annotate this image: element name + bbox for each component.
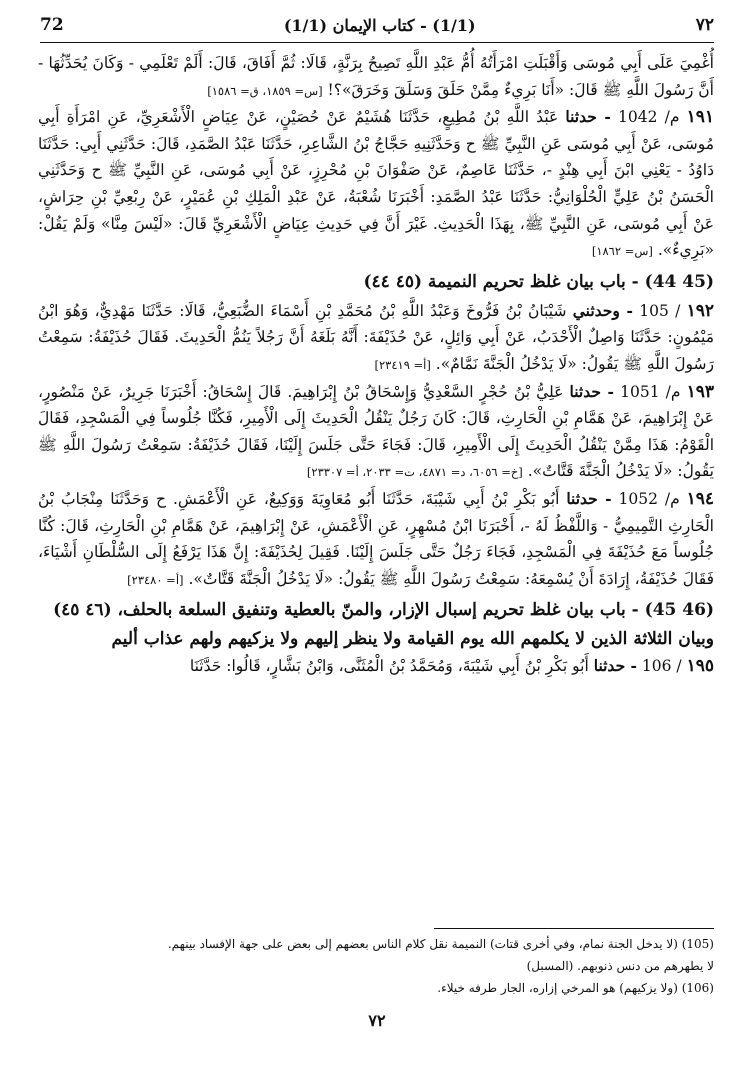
cross-reference: [أ= ٢٣٤١٩] xyxy=(374,357,431,372)
hadith-number: ١٩٣ xyxy=(686,381,715,402)
footnote-105-extra: لا يطهرهم من دنس ذنوبهم. (المسبل) xyxy=(526,959,714,973)
narration-word: - حدثنا xyxy=(593,656,637,676)
narration-word: - حدثنا xyxy=(569,381,614,401)
hadith-code: 105م/ 1 xyxy=(620,382,681,401)
hadith-text: أَبُو بَكْرِ بْنُ أَبِي شَيْبَةَ، وَمُحَمَّدُ بْنُ الْمُثَنَّى، وَابْنُ بَشَّارٍ، قَالُوا: حَدَّثَنَا xyxy=(189,657,589,676)
hadith-number: ١٩٥ xyxy=(686,656,714,677)
hadith-191 xyxy=(38,104,714,265)
hadith-number: ١٩٤ xyxy=(686,488,714,509)
narration-word: - حدثنا xyxy=(566,488,612,508)
cross-reference: [خ= ٦٠٥٦، د= ٤٨٧١، ت= ٢٠٣٣، أ= ٢٣٣٠٧] xyxy=(306,465,523,480)
hadith-text: عَلِيُّ بْنُ حُجْرٍ السَّعْدِيُّ وَإِسْحَاقُ بْنُ إِبْرَاهِيمَ. قَالَ إِسْحَاقُ: أَخْبَرَنَا جَرِيرٌ، عَنْ مَنْصُورٍ، عَنْ إِبْرَاهِيمَ، عَنْ هَمَّامِ بْنِ الْحَارِثِ، قَالَ: كَانَ رَجُلٌ يَنْقُلُ الْحَدِيثَ إِلَى الْأَمِيرِ، فَكُنَّا جُلُوساً فِي الْمَسْجِدِ، فَقَالَ الْقَوْمُ: هَذَا مِمَّنْ يَنْقُلُ الْحَدِيثَ إِلَى الْأَمِيرِ، قَالَ: فَجَاءَ حَتَّى جَلَسَ إِلَيْنَا، فَقَالَ حُذَيْفَةُ: سَمِعْتُ رَسُولَ اللَّهِ ﷺ يَقُولُ: «لَا يَدْخُلُ الْجَنَّةَ قَتَّاتٌ». xyxy=(38,382,714,481)
footer-page-number: ٧٢ xyxy=(368,1011,386,1030)
page-number-arabic: ٧٢ xyxy=(695,15,714,35)
hadith-code: 105 / xyxy=(639,301,681,320)
narration-word: - وحدثني xyxy=(572,300,633,320)
hadith-number: ١٩١ xyxy=(686,107,714,128)
footnote-105 xyxy=(40,934,714,954)
cross-reference: [أ= ٢٣٤٨٠] xyxy=(127,572,184,587)
chapter-heading-45-continued: وبيان الثلاثة الذين لا يكلمهم الله يوم القيامة ولا ينظر إليهم ولا يزكيهم ولهم عذاب أليم xyxy=(111,629,714,650)
header-rule xyxy=(40,42,714,43)
footnote-number: (106) xyxy=(681,981,714,995)
hadith-code: 106 / xyxy=(641,657,682,676)
hadith-text: عَبْدُ اللَّهِ بْنُ مُطِيعٍ، حَدَّثَنَا هُشَيْمٌ عَنْ حُصَيْنٍ، عَنْ عِيَاضٍ الْأَشْعَرِيِّ، عَنِ امْرَأَةِ أَبِي مُوسَى، عَنْ أَبِي مُوسَى عَنِ النَّبِيِّ ﷺ ح وَحَدَّثَنِيهِ حَجَّاجُ بْنُ الشَّاعِرِ، حَدَّثَنَا عَبْدُ الصَّمَدِ، قَالَ: حَدَّثَنِي أَبِي: حَدَّثَنَا دَاوُدُ - يَعْنِي ابْنَ أَبِي هِنْدٍ -، حَدَّثَنَا عَاصِمٌ، عَنْ صَفْوَانَ بْنِ مُحْرِزٍ، عَنْ أَبِي مُوسَى، عَنِ النَّبِيِّ ﷺ ح وَحَدَّثَنِي الْحَسَنُ بْنُ عَلِيٍّ الْحُلْوَانِيُّ: حَدَّثَنَا عَبْدُ الصَّمَدِ: أَخْبَرَنَا شُعْبَةُ، عَنْ عَبْدِ الْمَلِكِ بْنِ عُمَيْرٍ، عَنْ رِبْعِيِّ بْنِ حِرَاشٍ، عَنْ أَبِي مُوسَى، عَنِ النَّبِيِّ ﷺ، بِهَذَا الْحَدِيثِ. غَيْرَ أَنَّ فِي حَدِيثِ عِيَاضٍ الْأَشْعَرِيِّ قَالَ: «لَيْسَ مِنَّا» وَلَمْ يَقُلْ: «بَرِيءٌ». xyxy=(38,108,714,260)
cross-reference: [س= ١٨٦٢] xyxy=(591,244,653,259)
hadith-code: 105م/ 2 xyxy=(618,489,680,508)
cross-reference: [س= ١٨٥٩، ق= ١٥٨٦] xyxy=(207,83,323,98)
footnote-106 xyxy=(40,978,714,998)
hadith-number: ١٩٢ xyxy=(686,300,714,321)
hadith-195 xyxy=(38,653,714,680)
hadith-193 xyxy=(38,379,714,486)
footnote-number: (105) xyxy=(681,937,714,951)
hadith-text: أَبُو بَكْرِ بْنُ أَبِي شَيْبَةَ، حَدَّثَنَا أَبُو مُعَاوِيَةَ وَوَكِيعٌ، عَنِ الْأَعْمَشِ. ح وَحَدَّثَنَا مِنْجَابُ بْنُ الْحَارِثِ التَّمِيمِيُّ - وَاللَّفْظُ لَهُ -، أَخْبَرَنَا ابْنُ مُسْهِرٍ، عَنِ الْأَعْمَشِ، عَنْ إِبْرَاهِيمَ، عَنْ هَمَّامِ بْنِ الْحَارِثِ، قَالَ: كُنَّا جُلُوساً مَعَ حُذَيْفَةَ فِي الْمَسْجِدِ، فَجَاءَ رَجُلٌ حَتَّى جَلَسَ إِلَيْنَا. فَقِيلَ لِحُذَيْفَةَ: إِنَّ هَذَا يَرْفَعُ إِلَى السُّلْطَانِ أَشْيَاءَ، فَقَالَ حُذَيْفَةُ، إِرَادَةَ أَنْ يُسْمِعَهُ: سَمِعْتُ رَسُولَ اللَّهِ ﷺ يَقُولُ: «لَا يَدْخُلُ الْجَنَّةَ قَتَّاتٌ». xyxy=(38,489,714,588)
page-number-latin: 72 xyxy=(40,15,64,35)
chapter-heading-45: (46 45) - باب بيان غلظ تحريم إسبال الإزار، والمنّ بالعطية وتنفيق السلعة بالحلف، (٤٦ ٤٥) xyxy=(53,600,714,621)
page-header xyxy=(40,10,714,40)
hadith-text: شَيْبَانُ بْنُ فَرُّوخَ وَعَبْدُ اللَّهِ بْنُ مُحَمَّدِ بْنِ أَسْمَاءَ الضُّبَعِيُّ، قَالَا: حَدَّثَنَا مَهْدِيٌّ، وَهُوَ ابْنُ مَيْمُونٍ: حَدَّثَنَا وَاصِلٌ الْأَحْدَبُ، عَنْ أَبِي وَائِلٍ، عَنْ حُذَيْفَةَ: أَنَّهُ بَلَغَهُ أَنَّ رَجُلاً يَنُمُّ الْحَدِيثَ. فَقَالَ حُذَيْفَةُ: سَمِعْتُ رَسُولَ اللَّهِ ﷺ يَقُولُ: «لَا يَدْخُلُ الْجَنَّةَ نَمَّامٌ». xyxy=(38,301,714,373)
hadith-194 xyxy=(38,486,714,593)
chapter-heading-44: (45 44) - باب بيان غلظ تحريم النميمة (٤٥ ٤٤) xyxy=(363,271,714,292)
continuation-paragraph: أُغْمِيَ عَلَى أَبِي مُوسَى وَأَقْبَلَتِ امْرَأَتُهُ أُمُّ عَبْدِ اللَّهِ تَصِيحُ بِرَنَّةٍ، قَالَا: ثُمَّ أَفَاقَ، قَالَ: أَلَمْ تَعْلَمِي - وَكَانَ يُحَدِّثُهَا - أَنَّ رَسُولَ اللَّهِ ﷺ قَالَ: «أَنَا بَرِيءٌ مِمَّنْ حَلَقَ وَسَلَقَ وَخَرَقَ»؟! [س= ١٨٥٩، ق= ١٥٨٦] xyxy=(38,54,714,99)
main-text xyxy=(38,50,714,680)
narration-word: - حدثنا xyxy=(565,107,611,127)
running-title: (1/1) - كتاب الإيمان (1/1) xyxy=(283,15,476,35)
footnote-text: (لا يدخل الجنة نمام، وفي أخرى قتات) النميمة نقل كلام الناس بعضهم إلى بعض على جهة الإفساد بينهم. xyxy=(167,937,678,951)
footnote-text: (ولا يزكيهم) هو المرخي إزاره، الجار طرفه خيلاء. xyxy=(437,981,678,995)
footnote-rule xyxy=(434,928,714,929)
hadith-code: 104م/ 2 xyxy=(618,108,680,127)
hadith-192 xyxy=(38,298,714,379)
